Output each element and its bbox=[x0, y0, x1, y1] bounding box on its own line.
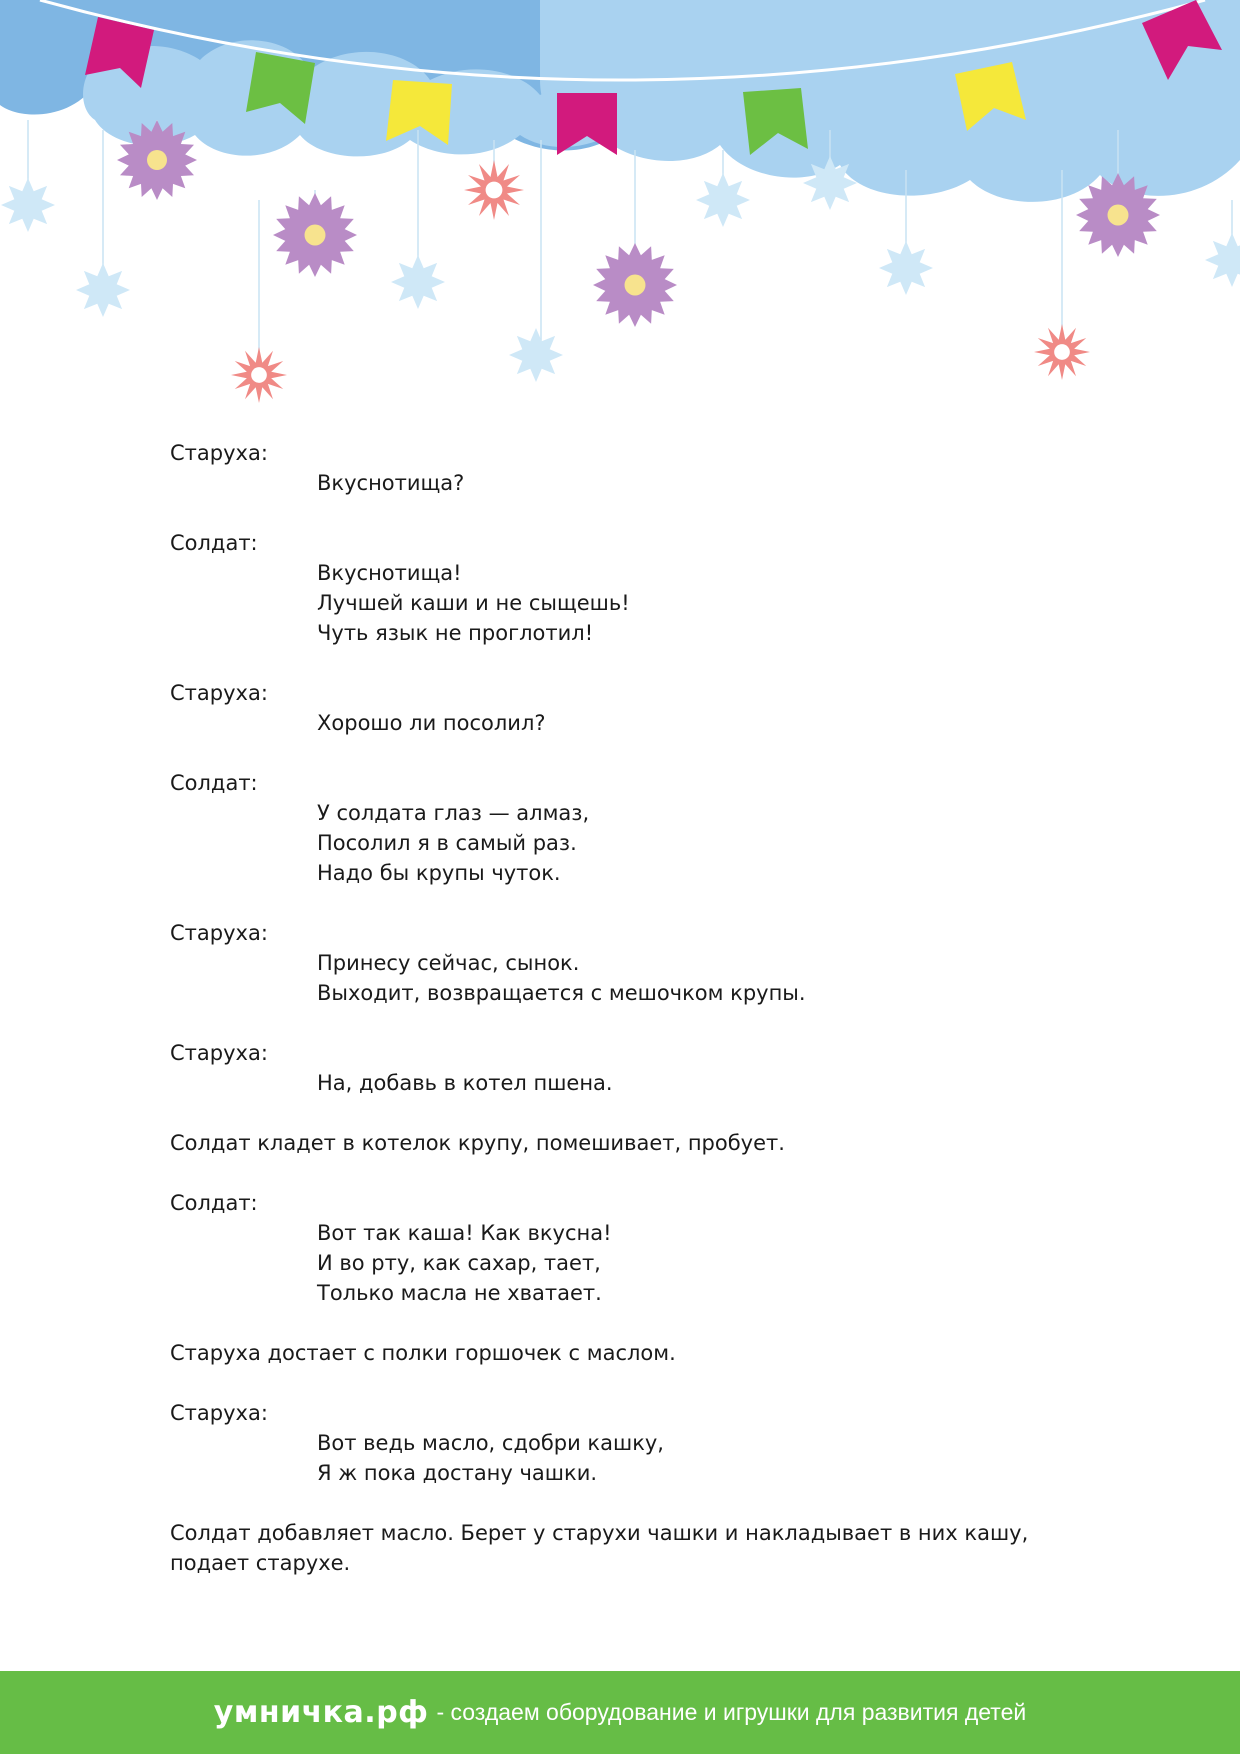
footer-tagline: - создаем оборудование и игрушки для развития детей bbox=[436, 1699, 1027, 1725]
stage-direction: Старуха достает с полки горшочек с маслом. bbox=[170, 1341, 676, 1365]
speaker-name: Старуха: bbox=[170, 921, 268, 945]
coral-flower-icon bbox=[1034, 324, 1090, 380]
dialogue-block bbox=[170, 1188, 1070, 1308]
snowflake-flower-icon bbox=[1205, 233, 1240, 287]
snowflake-flower-icon bbox=[1, 178, 55, 232]
speaker-name: Солдат: bbox=[170, 531, 258, 555]
dialogue-block bbox=[170, 438, 1070, 498]
speaker-name: Старуха: bbox=[170, 1401, 268, 1425]
stage-direction-block bbox=[170, 1128, 1070, 1158]
snowflake-flower-icon bbox=[696, 173, 750, 227]
dialogue-line: Выходит, возвращается с мешочком крупы. bbox=[317, 981, 806, 1005]
cloud-right bbox=[540, 0, 1240, 202]
dialogue-line: Вот ведь масло, сдобри кашку, bbox=[317, 1431, 664, 1455]
dialogue-line: И во рту, как сахар, тает, bbox=[317, 1251, 601, 1275]
speaker-name: Старуха: bbox=[170, 681, 268, 705]
coral-flower-icon bbox=[464, 160, 524, 220]
dialogue-line: Хорошо ли посолил? bbox=[317, 711, 546, 735]
snowflake-flower-icon bbox=[879, 241, 933, 295]
dialogue-line: Вкуснотища? bbox=[317, 471, 465, 495]
purple-flower-icon bbox=[117, 120, 197, 200]
dialogue-block bbox=[170, 678, 1070, 738]
brand-name[interactable]: умничка.рф bbox=[213, 1695, 429, 1730]
dialogue-line: Только масла не хватает. bbox=[317, 1281, 602, 1305]
play-script bbox=[170, 438, 1070, 1608]
stage-direction: Солдат добавляет масло. Берет у старухи чашки и накладывает в них кашу, подает старухе. bbox=[170, 1521, 1029, 1575]
dialogue-line: Вкуснотища! bbox=[317, 561, 462, 585]
purple-flower-icon bbox=[1076, 173, 1160, 257]
header-decoration bbox=[0, 0, 1240, 420]
snowflake-flower-icon bbox=[76, 263, 130, 317]
speaker-name: Старуха: bbox=[170, 1041, 268, 1065]
dialogue-block bbox=[170, 1398, 1070, 1488]
dialogue-line: Я ж пока достану чашки. bbox=[317, 1461, 598, 1485]
dialogue-block bbox=[170, 768, 1070, 888]
dialogue-line: На, добавь в котел пшена. bbox=[317, 1071, 613, 1095]
stage-direction-block bbox=[170, 1518, 1070, 1578]
dialogue-line: Принесу сейчас, сынок. bbox=[317, 951, 580, 975]
snowflake-flower-icon bbox=[509, 328, 563, 382]
dialogue-line: Чуть язык не проглотил! bbox=[317, 621, 594, 645]
speaker-name: Солдат: bbox=[170, 1191, 258, 1215]
snowflake-flower-icon bbox=[391, 255, 445, 309]
speaker-name: Солдат: bbox=[170, 771, 258, 795]
dialogue-line: Вот так каша! Как вкусна! bbox=[317, 1221, 612, 1245]
footer-bar bbox=[0, 1671, 1240, 1754]
dialogue-block bbox=[170, 918, 1070, 1008]
coral-flower-icon bbox=[231, 347, 287, 403]
dialogue-block bbox=[170, 1038, 1070, 1098]
purple-flower-icon bbox=[593, 243, 677, 327]
stage-direction-block bbox=[170, 1338, 1070, 1368]
dialogue-block bbox=[170, 528, 1070, 648]
snowflake-flower-icon bbox=[803, 156, 857, 210]
dialogue-line: Лучшей каши и не сыщешь! bbox=[317, 591, 630, 615]
stage-direction: Солдат кладет в котелок крупу, помешивает, пробует. bbox=[170, 1131, 785, 1155]
dialogue-line: Посолил я в самый раз. bbox=[317, 831, 577, 855]
dialogue-line: У солдата глаз — алмаз, bbox=[317, 801, 590, 825]
purple-flower-icon bbox=[273, 193, 357, 277]
speaker-name: Старуха: bbox=[170, 441, 268, 465]
dialogue-line: Надо бы крупы чуток. bbox=[317, 861, 561, 885]
